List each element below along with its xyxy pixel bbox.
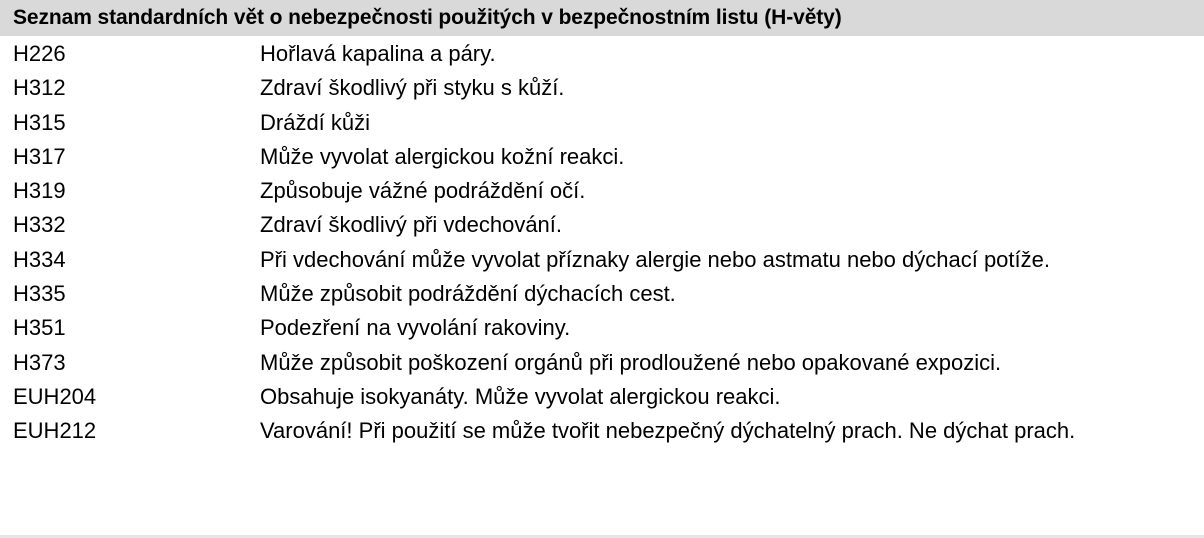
statement-row xyxy=(0,37,1204,71)
statement-code: H335 xyxy=(13,281,66,307)
statement-code: H226 xyxy=(13,41,66,66)
statement-text: Může vyvolat alergickou kožní reakci. xyxy=(260,143,625,169)
statement-row xyxy=(0,71,1204,105)
statements-list xyxy=(0,36,1204,449)
statement-code: H332 xyxy=(13,212,66,238)
statement-text: Dráždí kůži xyxy=(260,109,371,135)
statement-row xyxy=(0,414,1204,448)
statement-row xyxy=(0,346,1204,380)
statement-text: Při vdechování může vyvolat příznaky alergie nebo astmatu nebo dýchací potíže. xyxy=(260,246,1050,272)
statement-text: Varování! Při použití se může tvořit nebezpečný dýchatelný prach. Ne dýchat prach. xyxy=(260,418,1076,444)
statement-text: Zdraví škodlivý při vdechování. xyxy=(260,212,563,238)
statement-code: EUH212 xyxy=(13,418,97,444)
statement-code: H315 xyxy=(13,109,66,135)
statement-text: Hořlavá kapalina a páry. xyxy=(260,41,496,66)
statement-code: H334 xyxy=(13,246,66,272)
statement-code: EUH204 xyxy=(13,383,97,409)
statement-code: H373 xyxy=(13,349,66,375)
statement-text: Podezření na vyvolání rakoviny. xyxy=(260,315,571,341)
statement-text: Může způsobit poškození orgánů při prodloužené nebo opakované expozici. xyxy=(260,349,1002,375)
statement-row xyxy=(0,140,1204,174)
statement-text: Obsahuje isokyanáty. Může vyvolat alergickou reakci. xyxy=(260,383,781,409)
statement-code: H317 xyxy=(13,143,66,169)
statement-text: Může způsobit podráždění dýchacích cest. xyxy=(260,281,676,307)
section-title: Seznam standardních vět o nebezpečnosti použitých v bezpečnostním listu (H-věty) xyxy=(13,6,842,29)
statement-row xyxy=(0,277,1204,311)
statement-row xyxy=(0,174,1204,208)
statement-row xyxy=(0,243,1204,277)
statement-row xyxy=(0,380,1204,414)
statement-row xyxy=(0,311,1204,345)
statement-code: H319 xyxy=(13,178,66,204)
section-header xyxy=(0,0,1204,36)
statement-row xyxy=(0,106,1204,140)
statement-code: H312 xyxy=(13,75,66,101)
statement-row xyxy=(0,208,1204,242)
statement-text: Způsobuje vážné podráždění očí. xyxy=(260,178,586,204)
statement-text: Zdraví škodlivý při styku s kůží. xyxy=(260,75,565,101)
statement-code: H351 xyxy=(13,315,66,341)
